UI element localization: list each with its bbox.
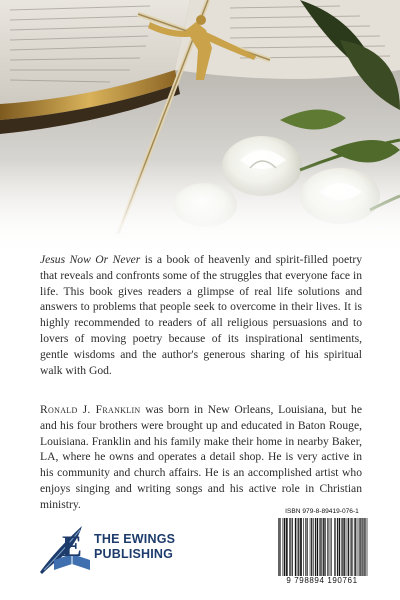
barcode-bar <box>335 518 336 576</box>
barcode-bar <box>351 518 352 576</box>
publisher-name-line2: PUBLISHING <box>94 547 174 561</box>
barcode-bar <box>362 518 363 576</box>
barcode-bar <box>331 518 332 576</box>
barcode-bar <box>295 518 296 576</box>
author-bio-text: was born in New Orleans, Louisiana, but he and his four brothers were brought up and educated in Baton Rouge, Louisiana. Franklin and his family make their home in nearby Baker, LA, where he owns and operates a detail shop. He is very active in his community and church affairs. He is an accomplished artist who enjoys singing and writing songs and his active role in Christian ministry. <box>40 403 362 511</box>
author-bio <box>40 402 362 513</box>
barcode-bar <box>338 518 339 576</box>
barcode-bar <box>321 518 322 576</box>
barcode-bar <box>315 518 316 576</box>
barcode-bar <box>316 518 317 576</box>
isbn-label: ISBN 979-8-89419-076-1 <box>285 508 359 515</box>
barcode-bar <box>343 518 344 576</box>
barcode-bar <box>345 518 346 576</box>
barcode-bar <box>367 518 368 576</box>
barcode-bar <box>330 518 331 576</box>
publisher-logo <box>36 520 226 576</box>
barcode-bar <box>365 518 366 576</box>
barcode-bar <box>354 518 355 576</box>
barcode-bar <box>323 518 324 576</box>
barcode-bar <box>329 518 330 576</box>
barcode-bar <box>348 518 349 576</box>
barcode-bar <box>325 518 326 576</box>
barcode-digits: 9 798894 190761 <box>286 576 358 585</box>
book-description <box>40 252 362 378</box>
barcode-bar <box>284 518 285 576</box>
barcode-bar <box>301 518 302 576</box>
barcode-bar <box>337 518 338 576</box>
barcode-bar <box>284 518 285 576</box>
barcode-bar <box>358 518 359 576</box>
barcode-bar <box>280 518 281 576</box>
barcode-bar <box>297 518 298 576</box>
barcode-bar <box>342 518 343 576</box>
book-description-text: is a book of heavenly and spirit-filled poetry that reveals and confronts some of the struggles that everyone face in life. This book gives readers a glimpse of real life solutions and answers to problems that people seek to overcome in their lives. It is highly recommended to readers of all religious persuasions and to lovers of moving poetry because of its inspirational sentiments, gentle wisdoms and the author's generous sharing of his spiritual walk with God. <box>40 253 362 377</box>
barcode-bar <box>301 518 302 576</box>
isbn-block <box>274 508 370 588</box>
barcode-bar <box>356 518 357 576</box>
barcode-bar <box>320 518 321 576</box>
barcode-bar <box>311 518 312 576</box>
barcode-bar <box>361 518 362 576</box>
barcode-bar <box>286 518 287 576</box>
barcode-bar <box>351 518 352 576</box>
barcode-bar <box>324 518 325 576</box>
barcode-bar <box>352 518 353 576</box>
barcode-bar <box>306 518 307 576</box>
barcode-bar <box>339 518 340 576</box>
barcode-bar <box>303 518 304 576</box>
barcode-bar <box>334 518 335 576</box>
barcode-bar <box>317 518 318 576</box>
barcode-bar <box>298 518 299 576</box>
barcode-bar <box>359 518 360 576</box>
barcode-bar <box>292 518 293 576</box>
barcode-bar <box>286 518 287 576</box>
barcode-bar <box>341 518 342 576</box>
barcode-bar <box>319 518 320 576</box>
photo-fade <box>0 160 400 250</box>
barcode-bar <box>287 518 288 576</box>
barcode-bar <box>313 518 314 576</box>
barcode-bar <box>290 518 291 576</box>
barcode-bar <box>360 518 361 576</box>
barcode-bar <box>279 518 280 576</box>
barcode-bar <box>347 518 348 576</box>
barcode-bar <box>344 518 345 576</box>
barcode-bar <box>307 518 308 576</box>
publisher-name <box>94 532 175 562</box>
barcode-bar <box>300 518 301 576</box>
barcode-bar <box>323 518 324 576</box>
book-title-italic: Jesus Now Or Never <box>40 253 141 266</box>
publisher-mark-letter: E <box>62 530 83 563</box>
barcode-bar <box>305 518 306 576</box>
barcode-bar <box>278 518 279 576</box>
barcode-bar <box>340 518 341 576</box>
cover-photo <box>0 0 400 250</box>
barcode <box>278 518 368 576</box>
barcode-bar <box>310 518 311 576</box>
barcode-bar <box>283 518 284 576</box>
barcode-bar <box>299 518 300 576</box>
barcode-bar <box>349 518 350 576</box>
barcode-bar <box>292 518 293 576</box>
barcode-bar <box>289 518 290 576</box>
quill-book-logo-icon <box>36 520 96 576</box>
barcode-bar <box>312 518 313 576</box>
barcode-bar <box>363 518 364 576</box>
barcode-bar <box>355 518 356 576</box>
barcode-bar <box>364 518 365 576</box>
publisher-name-line1: THE EWINGS <box>94 532 176 546</box>
barcode-bar <box>327 518 328 576</box>
barcode-bar <box>295 518 296 576</box>
author-name: Ronald J. Franklin <box>40 403 141 416</box>
barcode-bar <box>317 518 318 576</box>
